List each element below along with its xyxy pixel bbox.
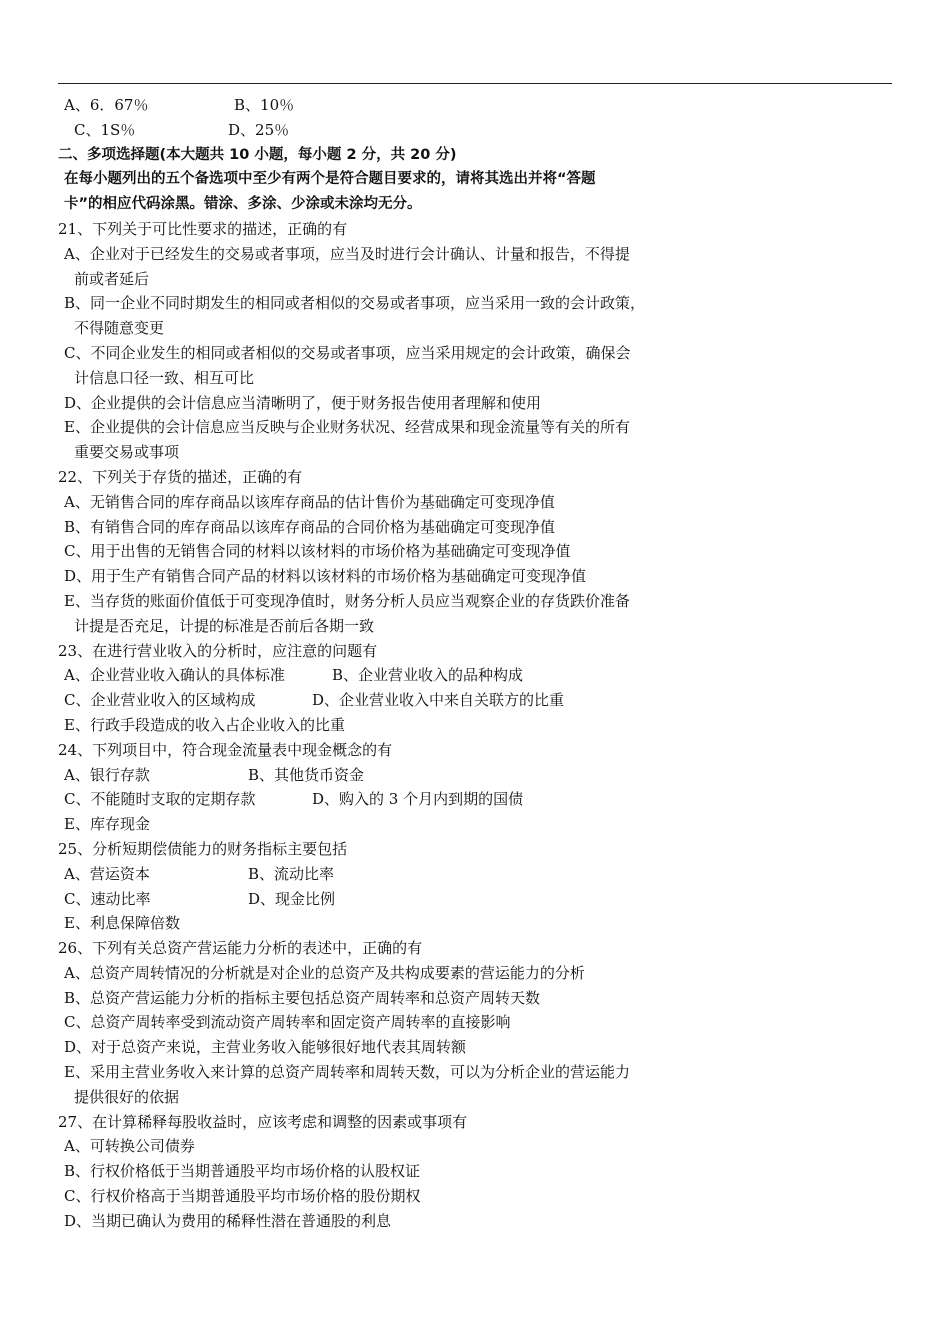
q23-stem: 23、在进行营业收入的分析时，应注意的问题有: [58, 641, 378, 660]
q23-option-d: D、企业营业收入中来自关联方的比重: [312, 691, 565, 710]
q25-option-c: C、速动比率: [64, 889, 151, 908]
q26-option-a: A、总资产周转情况的分析就是对企业的总资产及共构成要素的营运能力的分析: [64, 963, 585, 982]
q21-option-c-cont: 计信息口径一致、相互可比: [74, 368, 255, 387]
q21-option-b-cont: 不得随意变更: [74, 319, 165, 338]
q24-row-1: [58, 763, 892, 788]
q23-row-1: [58, 663, 892, 688]
q24-stem: 24、下列项目中，符合现金流量表中现金概念的有: [58, 740, 393, 759]
q27-option-d: D、当期已确认为费用的稀释性潜在普通股的利息: [64, 1211, 392, 1230]
q23-option-b: B、企业营业收入的品种构成: [332, 666, 524, 685]
q22-stem: 22、下列关于存货的描述，正确的有: [58, 467, 303, 486]
section-instruction-1: 在每小题列出的五个备选项中至少有两个是符合题目要求的，请将其选出并将“答题: [64, 171, 596, 188]
q21-stem: 21、下列关于可比性要求的描述，正确的有: [58, 219, 348, 238]
header-rule: [58, 83, 892, 84]
section-title: 二、多项选择题(本大题共 10 小题，每小题 2 分，共 20 分): [58, 146, 457, 163]
prev-options-row-2: [58, 118, 892, 143]
q21-option-e: E、企业提供的会计信息应当反映与企业财务状况、经营成果和现金流量等有关的所有: [64, 418, 630, 437]
q26-stem: 26、下列有关总资产营运能力分析的表述中，正确的有: [58, 939, 423, 958]
q25-option-e: E、利息保障倍数: [64, 914, 180, 933]
q23-row-2: [58, 688, 892, 713]
q25-option-d: D、现金比例: [248, 889, 336, 908]
section-instruction-2: 卡”的相应代码涂黑。错涂、多涂、少涂或未涂均无分。: [64, 196, 422, 213]
q27-stem: 27、在计算稀释每股收益时，应该考虑和调整的因素或事项有: [58, 1112, 468, 1131]
prev-options-row-1: [58, 93, 892, 118]
q23-option-e: E、行政手段造成的收入占企业收入的比重: [64, 715, 345, 734]
q21-option-a: A、企业对于已经发生的交易或者事项，应当及时进行会计确认、计量和报告，不得提: [64, 244, 630, 263]
option-c: C、1S％: [74, 120, 136, 139]
q24-option-d: D、购入的 3 个月内到期的国债: [312, 790, 524, 809]
q24-option-c: C、不能随时支取的定期存款: [64, 790, 256, 809]
q22-option-d: D、用于生产有销售合同产品的材料以该材料的市场价格为基础确定可变现净值: [64, 567, 587, 586]
option-d: D、25％: [228, 120, 290, 139]
q25-row-2: [58, 887, 892, 912]
q21-option-a-cont: 前或者延后: [74, 269, 150, 288]
q25-row-1: [58, 862, 892, 887]
q21-option-d: D、企业提供的会计信息应当清晰明了，便于财务报告使用者理解和使用: [64, 393, 542, 412]
q26-option-b: B、总资产营运能力分析的指标主要包括总资产周转率和总资产周转天数: [64, 988, 541, 1007]
q24-option-a: A、银行存款: [64, 765, 150, 784]
q24-row-2: [58, 787, 892, 812]
q26-option-d: D、对于总资产来说，主营业务收入能够很好地代表其周转额: [64, 1038, 467, 1057]
q22-option-c: C、用于出售的无销售合同的材料以该材料的市场价格为基础确定可变现净值: [64, 542, 571, 561]
q26-option-c: C、总资产周转率受到流动资产周转率和固定资产周转率的直接影响: [64, 1013, 511, 1032]
q21-option-b: B、同一企业不同时期发生的相同或者相似的交易或者事项，应当采用一致的会计政策，: [64, 294, 646, 313]
q23-option-a: A、企业营业收入确认的具体标准: [64, 666, 285, 685]
option-b: B、10％: [234, 96, 295, 114]
q22-option-b: B、有销售合同的库存商品以该库存商品的合同价格为基础确定可变现净值: [64, 517, 556, 536]
q21-option-c: C、不同企业发生的相同或者相似的交易或者事项，应当采用规定的会计政策，确保会: [64, 343, 631, 362]
q22-option-a: A、无销售合同的库存商品以该库存商品的估计售价为基础确定可变现净值: [64, 492, 555, 511]
q22-option-e-cont: 计提是否充足，计提的标准是否前后各期一致: [74, 616, 375, 635]
q22-option-e: E、当存货的账面价值低于可变现净值时，财务分析人员应当观察企业的存货跌价准备: [64, 591, 630, 610]
q24-option-e: E、库存现金: [64, 815, 150, 834]
exam-page: [58, 93, 892, 1234]
q21-option-e-cont: 重要交易或事项: [74, 443, 180, 462]
q25-option-b: B、流动比率: [248, 864, 335, 883]
q27-option-c: C、行权价格高于当期普通股平均市场价格的股份期权: [64, 1187, 421, 1206]
q27-option-a: A、可转换公司债券: [64, 1137, 195, 1156]
q26-option-e: E、采用主营业务收入来计算的总资产周转率和周转天数，可以为分析企业的营运能力: [64, 1063, 630, 1082]
q26-option-e-cont: 提供很好的依据: [74, 1087, 180, 1106]
q23-option-c: C、企业营业收入的区域构成: [64, 691, 256, 710]
q24-option-b: B、其他货币资金: [248, 765, 365, 784]
q27-option-b: B、行权价格低于当期普通股平均市场价格的认股权证: [64, 1162, 421, 1181]
q25-stem: 25、分析短期偿债能力的财务指标主要包括: [58, 839, 348, 858]
q25-option-a: A、营运资本: [64, 864, 150, 883]
option-a: A、6．67％: [64, 96, 149, 114]
